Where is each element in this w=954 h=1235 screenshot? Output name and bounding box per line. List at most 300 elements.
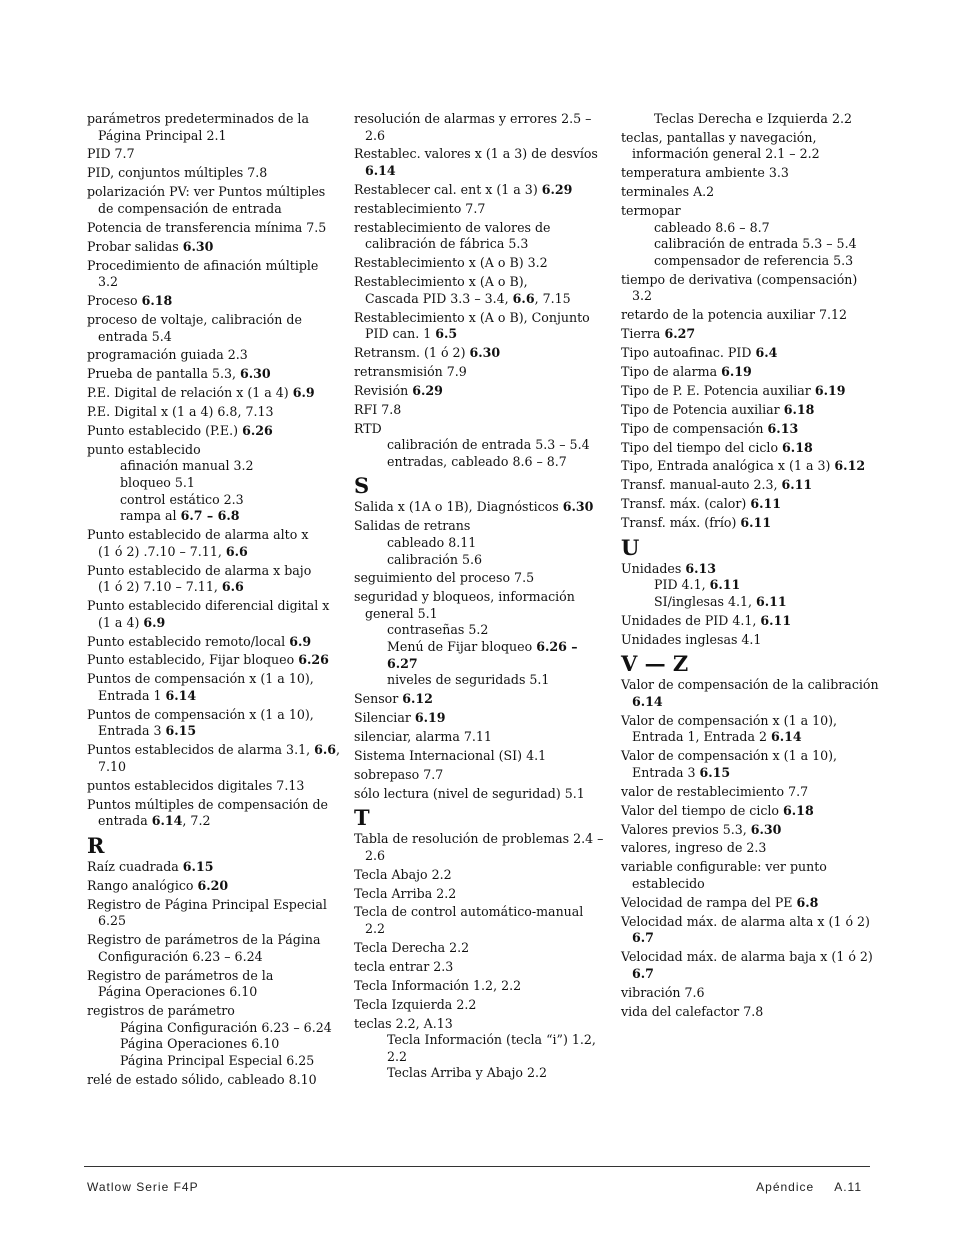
index-subentry-line [354, 535, 604, 552]
index-entry-line [621, 694, 873, 711]
entry-text: Entrada 3 [632, 764, 700, 780]
entry-text: Valores previos 5.3, [621, 821, 751, 837]
entry-text: Registro de Página Principal Especial [87, 896, 327, 912]
index-entry [354, 402, 604, 419]
index-entry [354, 220, 604, 253]
entry-text: entrada [98, 813, 152, 829]
entry-text: Menú de Fijar bloqueo [387, 639, 537, 655]
index-entry [87, 258, 337, 291]
page-reference-bold: 6.14 [365, 163, 396, 179]
index-entry [354, 518, 604, 568]
index-entry [354, 570, 604, 587]
entry-text: sólo lectura (nivel de seguridad) 5.1 [354, 785, 585, 801]
index-entry [87, 778, 337, 795]
index-entry-line [87, 527, 337, 544]
page-reference-bold: 6.30 [469, 345, 501, 361]
entry-text: Velocidad máx. de alarma alta x (1 ó 2) [621, 913, 870, 929]
index-entry [621, 561, 873, 611]
entry-text: Proceso [87, 293, 142, 309]
entry-text: Restablecimiento x (A o B), Conjunto [354, 309, 590, 325]
index-entry-line [354, 691, 604, 708]
index-entry-line [87, 598, 337, 615]
index-entry-line [621, 383, 873, 400]
entry-text: Registro de parámetros de la [87, 967, 274, 983]
index-entry-line [87, 1003, 337, 1020]
index-entry-line [87, 707, 337, 724]
entry-text: Unidades de PID 4.1, [621, 612, 761, 628]
index-entry-line [621, 632, 873, 649]
index-entry-line [354, 886, 604, 903]
entry-text: retardo de la potencia auxiliar 7.12 [621, 307, 848, 323]
entry-text: Transf. máx. (frío) [621, 515, 741, 531]
entry-text: cableado 8.6 – 8.7 [654, 219, 770, 235]
index-section-letter: S [354, 473, 370, 499]
index-entry [87, 742, 341, 775]
index-entry [354, 1016, 604, 1082]
entry-text: contraseñas 5.2 [387, 622, 489, 638]
entry-text: bloqueo 5.1 [120, 475, 195, 491]
entry-text: RFI 7.8 [354, 401, 402, 417]
page-reference-bold: 6.15 [182, 858, 214, 874]
index-entry-line [621, 803, 873, 820]
entry-text: control estático 2.3 [120, 491, 244, 507]
index-entry-line [87, 913, 337, 930]
entry-text: Teclas Arriba y Abajo 2.2 [387, 1065, 547, 1081]
page-reference-bold: 6.9 [292, 385, 315, 401]
index-section-letter: V — Z [621, 651, 689, 677]
index-entry [87, 797, 337, 830]
index-entry-line [354, 220, 604, 237]
entry-text: Restablecer cal. ent x (1 a 3) [354, 181, 542, 197]
index-entry-line [621, 677, 879, 694]
page-reference-bold: 6.15 [165, 723, 197, 739]
index-entry-line [354, 831, 604, 848]
index-entry [354, 364, 604, 381]
index-entry-line [354, 997, 604, 1014]
index-entry-line [354, 786, 604, 803]
index-subentry-line [87, 1020, 337, 1037]
entry-text: Página Operaciones 6.10 [98, 984, 258, 1000]
entry-text: vida del calefactor 7.8 [621, 1003, 764, 1019]
index-entry [621, 402, 873, 419]
index-entry [621, 895, 873, 912]
entry-text: Valor de compensación x (1 a 10), [621, 748, 838, 764]
entry-text: 2.2 [387, 1048, 408, 1064]
index-entry [354, 255, 604, 272]
page-reference-bold: 6.12 [402, 691, 433, 707]
index-entry [621, 784, 873, 801]
index-entry-line [87, 293, 337, 310]
entry-text: RTD [354, 420, 382, 436]
footer-page-info [756, 1180, 862, 1194]
index-subentry-line [621, 594, 873, 611]
entry-text: PID, conjuntos múltiples 7.8 [87, 165, 268, 181]
entry-text: variable configurable: ver punto [621, 859, 827, 875]
index-entry [621, 632, 873, 649]
index-entry-line [354, 867, 604, 884]
entry-text: calibración de entrada 5.3 – 5.4 [387, 437, 590, 453]
page-reference-bold: 6.13 [767, 420, 799, 436]
entry-text: de compensación de entrada [98, 200, 282, 216]
index-subentry-line [87, 1036, 337, 1053]
entry-text: Tecla Arriba 2.2 [354, 885, 457, 901]
entry-text: puntos establecidos digitales 7.13 [87, 777, 305, 793]
index-entry [621, 458, 873, 475]
page-reference-bold: 6.18 [782, 439, 813, 455]
entry-text: Punto establecido de alarma x bajo [87, 562, 312, 578]
entry-text: temperatura ambiente 3.3 [621, 165, 789, 181]
page-reference-bold: 6.15 [699, 764, 731, 780]
entry-text: establecido [632, 875, 705, 891]
page-reference-bold: 6.7 [632, 965, 654, 981]
entry-text: Página Configuración 6.23 – 6.24 [120, 1019, 332, 1035]
index-entry-line [87, 859, 337, 876]
index-entry [87, 652, 337, 669]
index-subentry-line [621, 577, 873, 594]
index-entry-line [87, 220, 337, 237]
index-entry-line [354, 345, 604, 362]
page-reference-bold: 6.6 [314, 742, 337, 758]
entry-text: Unidades inglesas 4.1 [621, 631, 762, 647]
page-reference-bold: 6.14 [770, 729, 802, 745]
index-entry-line [87, 878, 337, 895]
footer-rule [84, 1166, 870, 1167]
page-reference-bold: 6.14 [632, 693, 663, 709]
index-entry [621, 677, 879, 710]
page-reference-bold: 6.4 [755, 345, 778, 361]
index-entry-line [87, 366, 337, 383]
entry-text: P.E. Digital x (1 a 4) 6.8, 7.13 [87, 404, 274, 420]
index-entry-line [354, 364, 604, 381]
page-reference-bold: 6.7 – 6.8 [180, 508, 240, 524]
page-reference-bold: 6.12 [834, 458, 866, 474]
index-entry-line [621, 765, 873, 782]
index-entry-line [621, 895, 873, 912]
index-entry-line [354, 748, 604, 765]
entry-text: 3.2 [98, 274, 119, 290]
page-reference-bold: 6.27 [387, 655, 418, 671]
page-reference-bold: 6.30 [750, 821, 782, 837]
index-entry [87, 385, 337, 402]
index-entry [354, 421, 604, 471]
entry-text: Puntos establecidos de alarma 3.1, [87, 742, 315, 758]
index-entry [354, 867, 604, 884]
index-entry [621, 949, 873, 982]
entry-text: relé de estado sólido, cableado 8.10 [87, 1071, 317, 1087]
entry-text: silenciar, alarma 7.11 [354, 728, 492, 744]
index-entry-line [621, 477, 873, 494]
entry-text: Tecla Información 1.2, 2.2 [354, 977, 522, 993]
index-entry-line [87, 688, 337, 705]
index-subentry-line [354, 622, 604, 639]
entry-text: Entrada 1, Entrada 2 [632, 729, 771, 745]
entry-text: Punto establecido de alarma alto x [87, 527, 309, 543]
index-entry [621, 345, 873, 362]
index-entry-line [87, 347, 337, 364]
index-entry-line [87, 723, 337, 740]
index-subentry-line [354, 454, 604, 471]
entry-text: Transf. manual-auto 2.3, [621, 477, 782, 493]
index-entry [87, 347, 337, 364]
index-entry [354, 345, 604, 362]
index-subentry-line [87, 492, 337, 509]
index-entry-line [621, 184, 873, 201]
page-reference-bold: 6.9 [143, 614, 166, 630]
entry-text: Página Principal 2.1 [98, 127, 227, 143]
entry-text: SI/inglesas 4.1, [654, 593, 756, 609]
index-column-2 [354, 111, 604, 1084]
page-reference-bold: 6.11 [740, 515, 772, 531]
entry-text: seguridad y bloqueos, información [354, 589, 575, 605]
entry-text: Tipo autoafinac. PID [621, 345, 756, 361]
entry-text: Retransm. (1 ó 2) [354, 345, 470, 361]
index-entry-line [621, 203, 873, 220]
index-entry [621, 713, 873, 746]
index-entry-line [354, 201, 604, 218]
entry-text: PID 4.1, [654, 577, 710, 593]
index-entry-line [354, 959, 604, 976]
page-reference-bold: 6.18 [783, 802, 814, 818]
page-reference-bold: 6.19 [414, 710, 446, 726]
index-entry-line [87, 239, 337, 256]
index-entry-line [354, 291, 604, 308]
entry-text: entradas, cableado 8.6 – 8.7 [387, 453, 567, 469]
index-entry [354, 274, 604, 307]
entry-text: general 5.1 [365, 605, 438, 621]
entry-text: resolución de alarmas y errores 2.5 – [354, 111, 592, 126]
page-reference-bold: 6.30 [182, 238, 214, 254]
footer-page-number: A.11 [834, 1180, 862, 1194]
index-entry-line [354, 383, 604, 400]
page-reference-bold: 6.9 [289, 633, 312, 649]
index-subentry-line [621, 236, 873, 253]
index-entry-line [621, 713, 873, 730]
index-entry [354, 589, 604, 689]
entry-text: teclas, pantallas y navegación, [621, 129, 817, 145]
index-entry-line [621, 496, 873, 513]
entry-text: entrada 5.4 [98, 328, 172, 344]
index-entry [87, 239, 337, 256]
index-entry [87, 423, 337, 440]
index-entry [621, 859, 873, 892]
page-reference-bold: 6.30 [240, 366, 271, 382]
entry-text: Registro de parámetros de la Página [87, 932, 321, 948]
page-reference-bold: 6.26 [298, 652, 329, 668]
index-column-3 [621, 111, 879, 1022]
index-entry-line [87, 165, 337, 182]
entry-text: tecla entrar 2.3 [354, 958, 454, 974]
entry-text: Teclas Derecha e Izquierda 2.2 [654, 111, 852, 126]
index-entry [354, 886, 604, 903]
entry-text: Punto establecido (P.E.) [87, 422, 243, 438]
entry-text: retransmisión 7.9 [354, 363, 467, 379]
index-entry-line [87, 404, 337, 421]
entry-text: Tecla Información (tecla “i”) 1.2, [387, 1032, 596, 1048]
entry-text: Restablec. valores x (1 a 3) de desvíos [354, 146, 598, 162]
index-entry-line [87, 897, 337, 914]
index-entry [621, 477, 873, 494]
index-entry [621, 111, 873, 128]
page-reference-bold: 6.11 [709, 577, 741, 593]
entry-text: Transf. máx. (calor) [621, 496, 751, 512]
index-entry-line [87, 615, 337, 632]
entry-text: Tecla de control automático-manual [354, 904, 584, 920]
index-entry-line [354, 921, 604, 938]
index-entry-line [621, 272, 873, 289]
entry-text: Unidades [621, 560, 686, 576]
index-entry-line [354, 570, 604, 587]
index-entry-line [87, 258, 337, 275]
entry-text: Configuración 6.23 – 6.24 [98, 948, 263, 964]
index-entry [621, 1004, 873, 1021]
index-entry-line [354, 1016, 604, 1033]
page-reference-bold: 6.29 [412, 382, 443, 398]
index-section-letter: R [87, 832, 105, 858]
footer-section: Apéndice [756, 1180, 815, 1194]
index-entry-line [354, 182, 604, 199]
index-entry-line [621, 326, 873, 343]
index-subentry-line [621, 253, 873, 270]
entry-text: P.E. Digital de relación x (1 a 4) [87, 385, 293, 401]
entry-text: Tierra [621, 326, 665, 342]
index-entry-line [621, 345, 873, 362]
index-entry [87, 634, 337, 651]
entry-text: PID can. 1 [365, 326, 436, 342]
index-section-letter: U [621, 534, 640, 560]
index-entry-line [87, 146, 337, 163]
index-entry-line [87, 312, 337, 329]
entry-text: cableado 8.11 [387, 534, 477, 550]
index-entry-line [621, 822, 873, 839]
entry-text: Velocidad máx. de alarma baja x (1 ó 2) [621, 949, 873, 965]
index-entry [87, 527, 337, 560]
index-entry [87, 878, 337, 895]
index-entry-line [354, 767, 604, 784]
index-entry-line [87, 1072, 337, 1089]
index-entry-line [354, 606, 604, 623]
page-reference-bold: 6.6 [225, 543, 248, 559]
entry-text: Cascada PID 3.3 – 3.4, [365, 290, 513, 306]
page-reference-bold: 6.18 [141, 293, 173, 309]
index-entry-line [354, 163, 604, 180]
page-reference-bold: 6.11 [781, 477, 813, 493]
index-entry-line [354, 729, 604, 746]
index-entry-line [354, 499, 604, 516]
entry-text: , [336, 742, 341, 758]
index-entry-line [87, 742, 341, 759]
index-entry [87, 404, 337, 421]
index-entry [354, 786, 604, 803]
entry-text: tiempo de derivativa (compensación) [621, 271, 858, 287]
index-subentry-line [87, 458, 337, 475]
entry-text: 6.25 [98, 913, 127, 929]
page-reference-bold: 6.19 [721, 363, 752, 379]
index-entry [87, 146, 337, 163]
index-entry-line [87, 329, 337, 346]
index-entry [354, 904, 604, 937]
entry-text: Entrada 3 [98, 723, 166, 739]
index-entry-line [87, 442, 337, 459]
index-entry-line [87, 949, 337, 966]
entry-text: Silenciar [354, 710, 415, 726]
entry-text: rampa al [120, 508, 181, 524]
entry-text: restablecimiento de valores de [354, 219, 551, 235]
index-entry [354, 729, 604, 746]
entry-text: Raíz cuadrada [87, 858, 183, 874]
entry-text: (1 ó 2) 7.10 – 7.11, [98, 579, 222, 595]
page-reference-bold: 6.8 [796, 894, 819, 910]
index-entry [87, 932, 337, 965]
index-entry-line [354, 940, 604, 957]
entry-text: Puntos de compensación x (1 a 10), [87, 706, 314, 722]
index-entry-line [354, 589, 604, 606]
entry-text: Puntos de compensación x (1 a 10), [87, 671, 314, 687]
index-entry [87, 707, 337, 740]
page-reference-bold: 6.14 [151, 813, 183, 829]
index-entry [354, 201, 604, 218]
index-entry [87, 1072, 337, 1089]
index-entry [354, 691, 604, 708]
entry-text: valores, ingreso de 2.3 [621, 840, 767, 856]
index-entry [621, 184, 873, 201]
entry-text: teclas 2.2, A.13 [354, 1015, 453, 1031]
index-entry [354, 710, 604, 727]
entry-text: Sistema Internacional (SI) 4.1 [354, 747, 547, 763]
index-entry [621, 421, 873, 438]
entry-text: Tipo de Potencia auxiliar [621, 401, 784, 417]
entry-text: Restablecimiento x (A o B), [354, 274, 528, 290]
index-entry-line [354, 710, 604, 727]
index-entry [621, 383, 873, 400]
index-entry [354, 997, 604, 1014]
entry-text: 2.6 [365, 127, 386, 143]
entry-text: 3.2 [632, 288, 653, 304]
index-entry-line [621, 364, 873, 381]
index-entry-line [87, 759, 337, 776]
index-subentry-line [354, 639, 604, 656]
entry-text: PID 7.7 [87, 146, 135, 162]
entry-text: Punto establecido remoto/local [87, 633, 290, 649]
index-entry-line [87, 778, 337, 795]
index-entry [87, 220, 337, 237]
entry-text: Sensor [354, 691, 403, 707]
entry-text: termopar [621, 203, 681, 219]
index-entry [354, 940, 604, 957]
entry-text: restablecimiento 7.7 [354, 200, 486, 216]
entry-text: Puntos múltiples de compensación de [87, 796, 328, 812]
index-entry-line [87, 968, 337, 985]
index-entry-line [354, 310, 604, 327]
index-subentry-line [621, 220, 873, 237]
index-entry-line [87, 634, 337, 651]
index-entry-line [87, 813, 337, 830]
index-entry-line [621, 165, 873, 182]
index-subentry-line [354, 437, 604, 454]
index-entry-line [621, 748, 873, 765]
index-entry [87, 968, 337, 1001]
index-entry [621, 203, 873, 269]
index-entry-line [354, 146, 604, 163]
index-entry-line [621, 1004, 873, 1021]
index-entry [354, 182, 604, 199]
page-reference-bold: 6.11 [760, 612, 792, 628]
entry-text: Probar salidas [87, 238, 183, 254]
index-subentry-line [87, 508, 337, 525]
index-entry [87, 111, 337, 144]
index-entry [354, 978, 604, 995]
entry-text: Tabla de resolución de problemas 2.4 – [354, 831, 604, 847]
index-entry-line [621, 914, 873, 931]
